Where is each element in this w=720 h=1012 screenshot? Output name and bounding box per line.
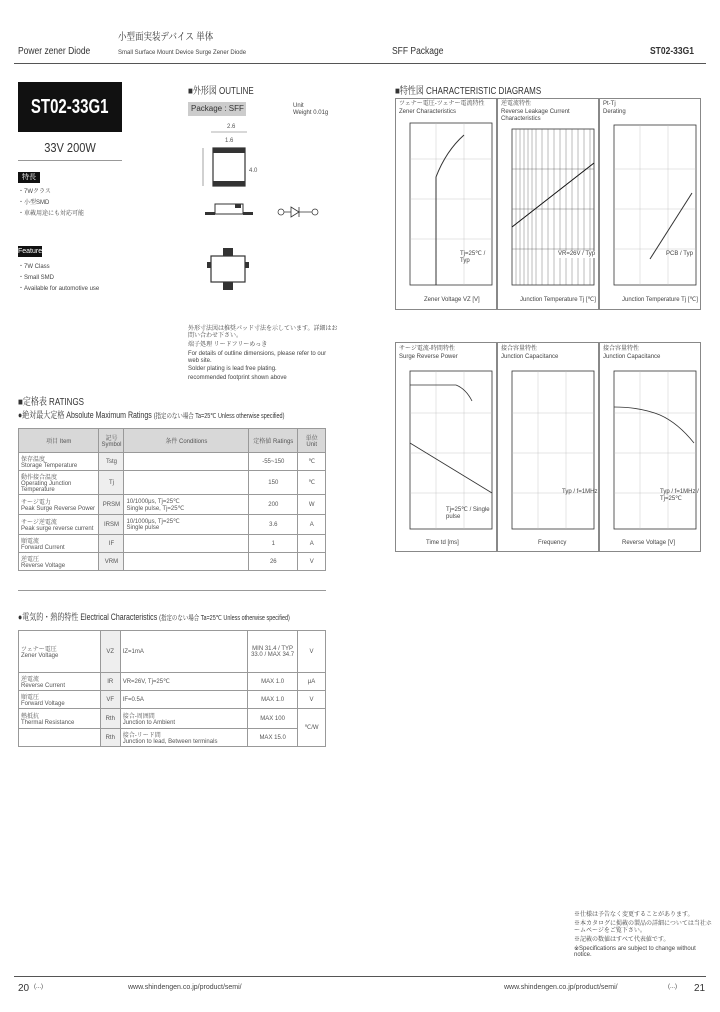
diode-symbol-icon [291, 207, 299, 217]
dim-a-label: 2.6 [227, 124, 236, 130]
chart-capacitance-voltage: 接合容量特性 Junction Capacitance Typ / f=1MHz / Tj=25℃ Reverse Voltage [V] [599, 342, 701, 552]
product-type-sub: Small Surface Mount Device Surge Zener Diode [118, 50, 247, 56]
outline-notes: 外形寸法図は推奨パッド寸法を示しています。詳細はお問い合わせ下さい。 端子処理 リードフリーめっき For details of outline dimensions, please refer to our web site. Solder plating is lead free plating. recommended footprint shown above [188, 326, 338, 382]
part-label-box [18, 82, 122, 132]
leakage-curve [512, 163, 594, 227]
page-right-note: (...) [668, 984, 677, 990]
features-jp-list [18, 189, 84, 218]
table-row: 順電流 Forward Current IF 1 A [19, 535, 326, 553]
ratings-title: ■定格表 RATINGS [18, 397, 85, 408]
feature-en-item: ・Small SMD [18, 274, 55, 281]
page-left-note: (...) [34, 984, 43, 990]
outline-drawing [195, 120, 335, 310]
elec-table [18, 630, 326, 747]
part-number-header: ST02-33G1 [650, 46, 694, 57]
url-left-link[interactable]: www.shindengen.co.jp/product/semi/ [128, 984, 242, 991]
abs-max-title: ●絶対最大定格 Absolute Maximum Ratings (指定のない場合 Ta=25℃ Unless otherwise specified) [18, 410, 285, 420]
features-en-list [18, 264, 99, 293]
chart-reverse-leakage: 逆電流特性 Reverse Leakage Current Characteristics VR=26V / Typ Junction Temperature Tj [℃] [497, 98, 599, 310]
feature-en-item: ・7W Class [18, 264, 50, 270]
url-right-link[interactable]: www.shindengen.co.jp/product/semi/ [504, 984, 618, 991]
top-view-body [213, 148, 245, 186]
unit-note: Unit Weight 0.01g [293, 103, 329, 116]
dim-c-label: 4.0 [249, 168, 258, 174]
feature-en-item: ・Available for automotive use [18, 285, 100, 292]
header-rule [14, 63, 706, 64]
dim-b-label: 1.6 [225, 138, 234, 144]
package-header: SFF Package [392, 46, 444, 57]
features-jp-title: 特長 [18, 172, 40, 183]
surge-curve-b [410, 443, 492, 493]
chart-capacitance-freq: 接合容量特性 Junction Capacitance Typ / f=1MHz Frequency [497, 342, 599, 552]
footprint-view-body [211, 256, 245, 282]
header-title-jp: 小型面実装デバイス 単体 [118, 32, 214, 43]
product-type: Power zener Diode [18, 46, 91, 57]
table-row: サージ逆電流 Peak surge reverse current IRSM 10/1000μs, Tj=25℃ Single pulse 3.6 A [19, 515, 326, 535]
abs-max-table: 項目 Item 記号 Symbol 条件 Conditions 定格値 Ratings 単位 Unit 保存温度 Storage Temperature Tstg -55~150 ℃ 動作接合温度 Operating Junction Temperature Tj 150 ℃ サージ電力 Peak Surge Reverse Power PRSM 10/1000μs, Tj=25℃ Single pulse, Tj=25℃ 200 W サージ逆電流 Peak surge reverse current IRSM 10/1000μs, Tj=25℃ Single pulse 3.6 A 順電流 Forward Current IF 1 A 逆電圧 Reverse Voltage VRM 26 V [18, 428, 326, 571]
table-row: Rth 接合-リード間 Junction to lead, Between terminals MAX 15.0 [19, 729, 326, 747]
table-row: 保存温度 Storage Temperature Tstg -55~150 ℃ [19, 453, 326, 471]
page-number-left: 20 [18, 983, 30, 994]
rating-label: 33V 200W [44, 140, 96, 155]
elec-title: ●電気的・熱的特性 Electrical Characteristics (指定のない場合 Ta=25℃ Unless otherwise specified) [18, 612, 290, 622]
diagrams-title: ■特性図 CHARACTERISTIC DIAGRAMS [395, 86, 542, 97]
table-row: 逆電圧 Reverse Voltage VRM 26 V [19, 553, 326, 571]
features-en-title: Feature [18, 248, 43, 255]
table-row: サージ電力 Peak Surge Reverse Power PRSM 10/1000μs, Tj=25℃ Single pulse, Tj=25℃ 200 W [19, 495, 326, 515]
table-row: ツェナー電圧 Zener Voltage VZ IZ=1mA MIN 31.4 / TYP 33.0 / MAX 34.7 V [19, 631, 326, 673]
outline-title: ■外形図 OUTLINE [188, 86, 254, 97]
package-label: Package : SFF [188, 102, 246, 116]
footer-rule [14, 976, 706, 977]
capacitance-curve [614, 407, 694, 443]
chart-zener: ツェナー電圧-ツェナー電流特性 Zener Characteristics Tj=25℃ / Typ Zener Voltage VZ [V] [395, 98, 497, 310]
feature-jp-item: ・7Wクラス [18, 189, 51, 195]
chart-surge: サージ電流-時間特性 Surge Reverse Power Tj=25℃ / Single pulse Time td [ms] [395, 342, 497, 552]
surge-curve-a [410, 385, 472, 401]
table-row: 動作接合温度 Operating Junction Temperature Tj 150 ℃ [19, 471, 326, 495]
table-row: 順電圧 Forward Voltage VF IF=0.5A MAX 1.0 V [19, 691, 326, 709]
chart-derating: Pt-Tj Derating PCB / Typ Junction Temperature Tj [℃] [599, 98, 701, 310]
footer-notes: ※仕様は予告なく変更することがあります。 ※本カタログに掲載の製品の詳細については当社ホームページをご覧下さい。 ※記載の数値はすべて代表値です。 ※Specifications are subject to change without notice. [574, 912, 712, 959]
table-row: 逆電流 Reverse Current IR VR=26V, Tj=25℃ MAX 1.0 μA [19, 673, 326, 691]
feature-jp-item: ・小型SMD [18, 199, 50, 206]
feature-jp-item: ・車載用途にも対応可能 [18, 210, 85, 217]
page-number-right: 21 [694, 983, 706, 994]
part-label: ST02-33G1 [31, 95, 109, 118]
table-row: 熱抵抗 Thermal Resistance Rth 接合-周囲間 Junction to Ambient MAX 100 ℃/W [19, 709, 326, 729]
